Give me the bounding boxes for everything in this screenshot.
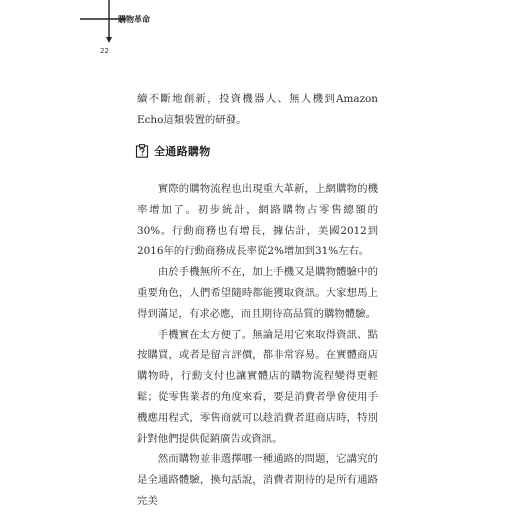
body-text (137, 179, 378, 512)
crop-mark (80, 0, 150, 50)
paragraph: 實際的購物流程也出現重大革新，上網購物的機率增加了。初步統計，網路購物占零售總額的30%。行動商務也有增長，據估計，美國2012到2016年的行動商務成長率從2%增加到31%左右。 (137, 183, 378, 258)
running-head: 購物革命 (118, 15, 150, 24)
continuation-paragraph (137, 89, 378, 131)
paragraph: 由於手機無所不在，加上手機又是購物體驗中的重要角色，人們希望隨時都能獲取資訊。大家想馬上得到滿足，有求必應，而且期待高品質的購物體驗。 (137, 266, 378, 320)
clipboard-question-icon (135, 144, 149, 158)
section-heading (135, 143, 211, 159)
page-number: 22 (100, 47, 109, 55)
paragraph: 續不斷地創新，投資機器人、無人機到Amazon Echo這類裝置的研發。 (137, 93, 378, 126)
section-title: 全通路購物 (154, 145, 211, 158)
paragraph: 手機實在太方便了。無論是用它來取得資訊、點按購買，或者是留言評價，都非常容易。在實體商店購物時，行動支付也讓實體店的購物流程變得更輕鬆；從零售業者的角度來看，要是消費者學會使用手機應用程式，零售商就可以趁消費者逛商店時，特別針對他們提供促銷廣告或資訊。 (137, 328, 378, 445)
paragraph: 然而購物並非選擇哪一種通路的問題，它講究的是全通路體驗，換句話說，消費者期待的是所有通路完美 (137, 453, 378, 507)
